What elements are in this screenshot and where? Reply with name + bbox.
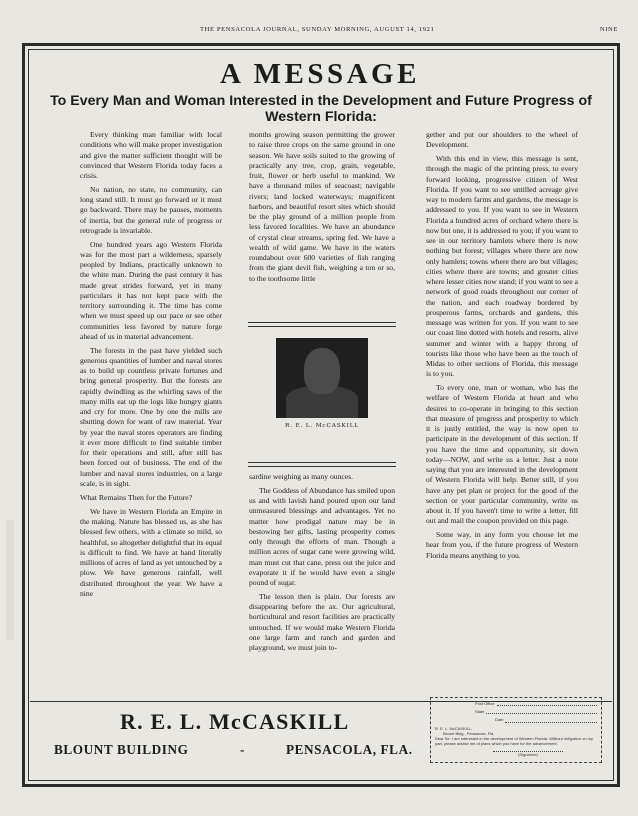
paragraph: With this end in view, this message is sent, through the magic of the printing press, to every forward looking, progressive citizen of West Florida. If you want to see untilled acreage give way to modern farms and gardens, the message is addressed to you. If you want to see in Western Florida a hundred acres of orchard where there is now but one, it is addressed to you; if you want to see in our territory hamlets where there is now nothing but forest; villages where there are now only hamlets; towns where there are but villages; cities where there are towns; and greater cities where lesser cities now stand; if you want to see a network of good roads throughout our corner of the nation, and each roadway bordered by prosperous farms, orchards and gardens, this message was written for you. If you want to see our coast line dotted with hotels and resorts, alive summer and winter with a happy throng of tourists like those who have been as the touch of Midas to other sections of Florida, this message is to you. <box>426 154 578 379</box>
coupon-blank <box>505 718 597 723</box>
column-2-top <box>249 130 395 315</box>
coupon-addressee: R. E. L. McCASKILL, <box>435 725 473 731</box>
paragraph: gether and put our shoulders to the wheel of Development. <box>426 130 578 150</box>
column-3 <box>426 130 578 693</box>
paragraph: The Goddess of Abundance has smiled upon us and with lavish hand poured upon our land unmeasured blessings and advantages. Yet no matter how prodigal nature may be in bestowing her gifts, lasting prosperity comes only through the efforts of man. Though a million acres of sugar cane were growing wild, man must cut that cane, press out the juice and evaporate it if he would have even a single pound of sugar. <box>249 485 395 587</box>
portrait-caption: R. E. L. McCASKILL <box>285 423 359 429</box>
column-2-bottom <box>249 472 395 695</box>
coupon-signature-line: (Signature) <box>493 751 563 757</box>
column-rule <box>248 322 396 323</box>
coupon-text: Dear Sir: I am interested in the development of Western Florida. Without obligation on my part, please advise me of plans which you have for the advancement. <box>435 736 594 747</box>
paragraph: One hundred years ago Western Florida was for the most part a wilderness, sparsely peopled by Indians, practically unknown to the white man. During the past century it has made great strides forward, yet in many particulars it has not kept pace with the territory surrounding it. The time has come when we must speed up our pace or see other communities less favored by nature forge ahead of us in material advancement. <box>80 239 222 341</box>
paragraph: Every thinking man familiar with local conditions who will make proper investigation and give the matter sufficient thought will be convinced that Western Florida today faces a crisis. <box>80 130 222 180</box>
coupon-label: Post Office <box>475 701 495 706</box>
headline: A MESSAGE <box>220 58 420 90</box>
paragraph: The forests in the past have yielded such generous quantities of lumber and naval stores as to build up countless private fortunes and bring general prosperity. But the forests are rapidly dwindling as the whirling saws of the many mills eat up the logs like hungry giants and cry for more. One by one the mills are shutting down for want of raw material. Year by year the naval stores operators are finding it ever more difficult to find suitable timber for their operations and still, after still has been forced out of business. The end of the lumber and naval stores industries, on a large scale, is in sight. <box>80 345 222 488</box>
paragraph: Some way, in any form you choose let me hear from you, if the future progress of Western Florida means anything to you. <box>426 530 578 560</box>
paragraph: months growing season permitting the grower to raise three crops on the same ground in one season. We have soils suited to the growing of practically any tree, crop, grain, vegetable, fruit, flower or herb useful to mankind. We have a thousand miles of seacoast; navigable rivers; land locked waterways; magnificent harbors, and beautiful resort sites which should be the play ground of a million people from less favored localities. We have an abundance of crystal clear streams, spring fed. We have a wealth of wild game. We have in the waters roundabout over 600 varieties of fish ranging from the giant devil fish, weighing a ton or so, to the toothsome little <box>249 130 395 283</box>
coupon-label: Date <box>495 717 504 723</box>
city-name: PENSACOLA, FLA. <box>286 742 413 757</box>
column-1 <box>80 130 222 695</box>
column-rule <box>248 326 396 327</box>
paper-stain <box>6 520 14 640</box>
column-rule <box>248 462 396 463</box>
masthead <box>20 26 618 38</box>
paragraph: sardine weighing as many ounces. <box>249 472 353 481</box>
coupon-row <box>435 709 597 714</box>
column-rule <box>248 466 396 467</box>
paragraph: We have in Western Florida an Empire in the making. Nature has blessed us, as she has blessed few others, with a climate so mild, so healthful, so altogether delightful that its equal is difficult to find. We have at hand literally millions of acres of land as yet untouched by a plow. We have generous rainfall, well distributed throughout the year. We have a nine <box>80 506 222 598</box>
coupon-address: Blount Bldg., Pensacola, Fla. <box>443 730 495 736</box>
portrait-photo <box>276 338 368 418</box>
mail-coupon <box>430 697 602 763</box>
coupon-row <box>435 717 597 722</box>
subheadline: To Every Man and Woman Interested in the Development and Future Progress of Western Florida: <box>50 93 592 125</box>
masthead-line: THE PENSACOLA JOURNAL, SUNDAY MORNING, AUGUST 14, 1921 <box>200 26 435 33</box>
building-name: BLOUNT BUILDING <box>54 742 189 757</box>
coupon-label: State <box>475 709 485 715</box>
paragraph: To every one, man or woman, who has the welfare of Western Florida at heart and who desires to co-operate in bringing to this section that measure of progress and prosperity to which it is justly entitled, the way is now open to participate in the development of this section. If you have the time and opportunity, sit down today—NOW, and write us a letter. Just a note saying that you are interested in the development of Western Florida will help. Better still, if you have any pet plan or project for the good of the section or your particular community, write us about it. If you haven't time to write a letter, fill out and mail the coupon provided on this page. <box>426 383 578 526</box>
page-number: NINE <box>599 26 618 33</box>
signature-name: R. E. L. McCASKILL <box>120 709 350 734</box>
paragraph: The lesson then is plain. Our forests are disappearing before the ax. Our agricultural, horticultural and resort facilities are practically untouched. If we would make Western Florida one large farm and ranch and garden and playground, we must join to- <box>249 591 395 652</box>
coupon-blank <box>497 701 598 706</box>
section-heading: What Remains Then for the Future? <box>80 492 193 502</box>
portrait-face <box>304 348 340 394</box>
coupon-row <box>435 701 597 706</box>
coupon-blank <box>486 709 597 714</box>
coupon-body <box>435 726 597 747</box>
paragraph: No nation, no state, no community, can long stand still. It must go forward or it must go backward. There may be pauses, moments of inertia, but the general rule of progress or retrograde is invariable. <box>80 184 222 235</box>
address-dash: - <box>240 742 245 757</box>
